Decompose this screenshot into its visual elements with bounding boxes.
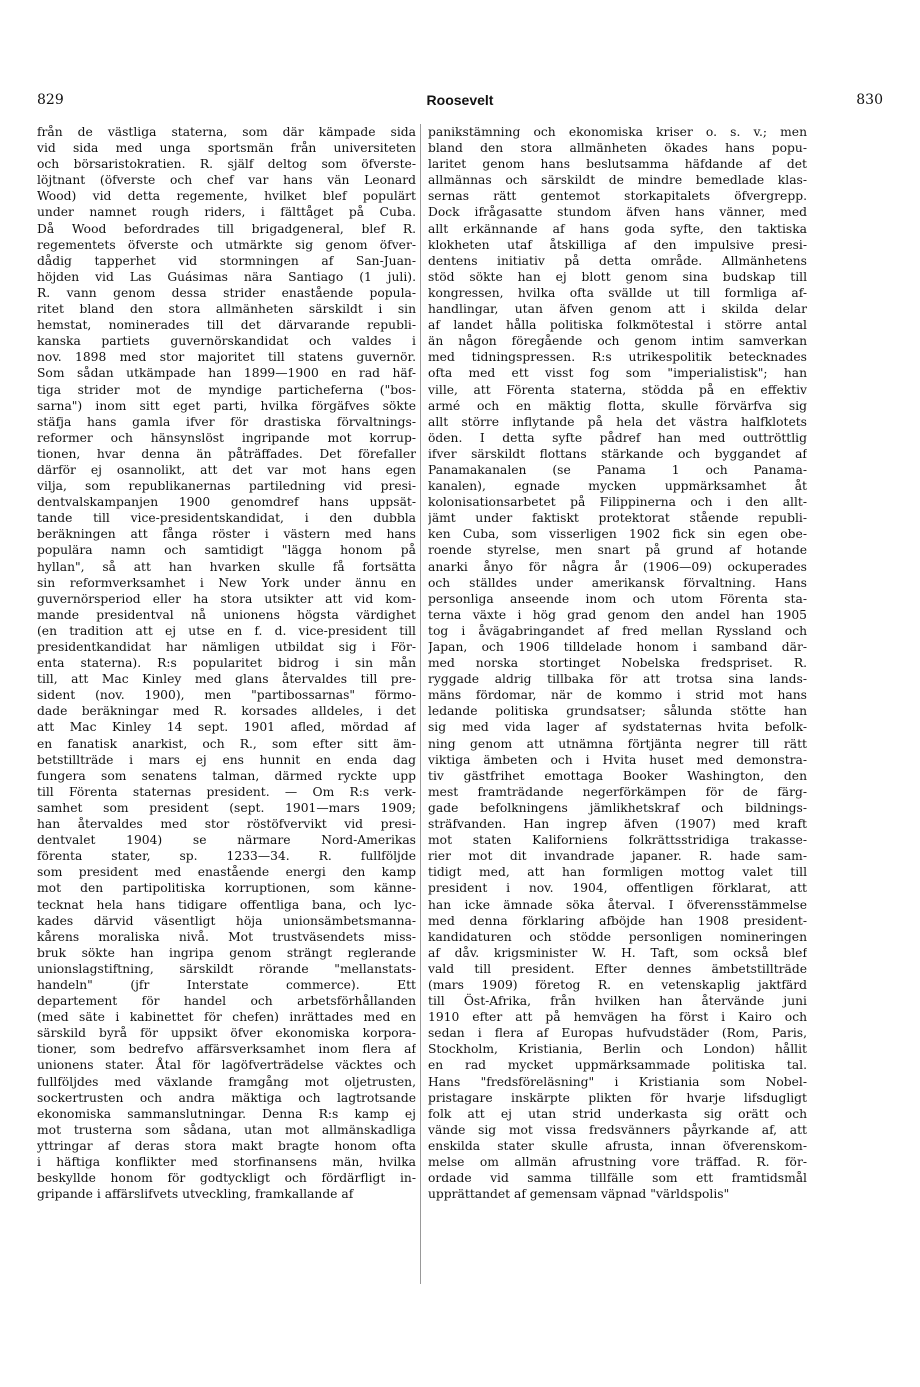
text-line: ordade vid samma tillfälle som ett framtidsmål (428, 1171, 807, 1186)
text-line: mest framträdande negerförkämpen för de färg- (428, 784, 807, 799)
text-line: sig med vida lager af sydstaternas hvita befolk- (428, 720, 807, 735)
text-line: dentvalskampanjen 1900 genomdref hans uppsät- (37, 495, 416, 510)
text-line: gade befolkningens jämlikhetskraf och bildnings- (428, 800, 807, 815)
text-line: vilja, som republikanernas partiledning vid presi- (37, 479, 416, 494)
text-line: armé och en mäktig flotta, skulle förvärfva sig (428, 398, 807, 413)
text-line: till, att Mac Kinley med glans återvaldes till pre- (37, 672, 416, 687)
text-line: 1910 efter att på hemvägen ha först i Kairo och (428, 1010, 807, 1025)
text-line: under namnet rough riders, i fälttåget på Cuba. (37, 205, 416, 220)
text-line: sin reformverksamhet i New York under ännu en (37, 575, 416, 590)
text-line: mäns fördomar, när de kommo i strid mot hans (428, 688, 807, 703)
text-line: tecknat hela hans tidigare offentliga bana, och lyc- (37, 897, 416, 912)
text-line: med tidningspressen. R:s utrikespolitik betecknades (428, 350, 807, 365)
text-line: fullföljdes med växlande framgång mot oljetrusten, (37, 1074, 416, 1089)
text-line: personliga anseende inom och utom Förenta sta- (428, 591, 807, 606)
text-line: rier mot dit invandrade japaner. R. hade sam- (428, 849, 807, 864)
text-line: ifver särskildt flottans stärkande och byggandet af (428, 446, 807, 461)
text-line: kanalen), egnade mycken uppmärksamhet åt (428, 479, 807, 494)
text-line: terna växte i hög grad genom den andel han 1905 (428, 607, 807, 622)
text-line: fungera som senatens talman, därmed ryckte upp (37, 768, 416, 783)
text-line: mot trusterna som sådana, utan mot allmänskadliga (37, 1122, 416, 1137)
text-line: vid sida med unga sportsmän från universiteten (37, 141, 416, 156)
text-line: en rad mycket uppmärksammade politiska tal. (428, 1058, 807, 1073)
text-line: kårens moraliska nivå. Mot trustväsendets miss- (37, 929, 416, 944)
text-line: tiv gästfrihet emottaga Booker Washington, den (428, 768, 807, 783)
text-line: allt större inflytande på hela det västra halfklotets (428, 414, 807, 429)
text-line: ofta med ett visst fog som "imperialistisk"; han (428, 366, 807, 381)
text-line: tionen, hvar denna än påträffades. Det förefaller (37, 446, 416, 461)
text-line: tande till vice-presidentskandidat, i den dubbla (37, 511, 416, 526)
text-line: som president med enastående energi den kamp (37, 865, 416, 880)
text-line: dentens initiativ på detta område. Allmänhetens (428, 253, 807, 268)
text-line: mot staten Kaliforniens folkrättsstridiga trakasse- (428, 833, 807, 848)
right-column (428, 124, 807, 1202)
text-line: vald till president. Efter dennes ämbetstillträde (428, 961, 807, 976)
text-line: af landet hålla politiska folkmötestal i större antal (428, 318, 807, 333)
text-line: jämt under faktiskt protektorat stående republi- (428, 511, 807, 526)
text-line: pristagare inskärpte plikten för hvarje lifsdugligt (428, 1090, 807, 1105)
text-line: roende styrelse, men snart på grund af hotande (428, 543, 807, 558)
text-line: Japan, och 1906 tilldelade honom i samband där- (428, 640, 807, 654)
text-line: betstillträde i mars ej ens hunnit en enda dag (37, 752, 416, 767)
text-line: enta staterna). R:s popularitet bidrog i sin mån (37, 656, 416, 671)
text-line: nov. 1898 med stor majoritet till statens guvernör. (37, 350, 416, 365)
text-line: laritet genom hans beslutsamma häfdande af det (428, 157, 807, 172)
text-line: guvernörsperiod eller ha stora utsikter att vid kom- (37, 591, 416, 606)
text-line: Då Wood befordrades till brigadgeneral, blef R. (37, 221, 416, 236)
text-line: tog i åvägabringandet af fred mellan Ryssland och (428, 623, 807, 638)
text-line: Stockholm, Kristiania, Berlin och London) hållit (428, 1042, 807, 1057)
text-line: upprättandet af gemensam väpnad "världspolis" (428, 1187, 730, 1202)
text-line: gripande i affärslifvets utveckling, framkallande af (37, 1187, 354, 1202)
text-line: sträfvanden. Han ingrep äfven (1907) med kraft (428, 817, 807, 832)
text-line: öden. I detta syfte pådref han med outtröttlig (428, 430, 807, 445)
text-line: dentvalet 1904) se närmare Nord-Amerikas (37, 833, 416, 848)
text-line: Panamakanalen (se Panama 1 och Panama- (428, 462, 807, 477)
text-line: särskild byrå för uppsikt öfver ekonomiska korpora- (37, 1026, 416, 1041)
text-line: viktiga ämbeten och i Hvita huset med demonstra- (428, 752, 807, 767)
text-line: sarna") inom sitt eget parti, hvilka förgäfves sökte (37, 398, 416, 413)
text-line: stäfja hans gamla ifver för drastiska förvaltnings- (37, 414, 416, 429)
text-line: kolonisationsarbetet på Filippinerna och i den allt- (428, 495, 807, 510)
text-line: vände sig mot vissa fredsvänners påyrkande af, att (428, 1122, 807, 1137)
text-line: kandidaturen och stödde personligen nomineringen (428, 929, 807, 944)
text-line: Hans "fredsföreläsning" i Kristiania som Nobel- (428, 1074, 807, 1089)
text-line: löjtnant (öfverste och chef var hans vän Leonard (37, 173, 416, 188)
text-line: president i nov. 1904, offentligen förklarat, att (428, 881, 807, 896)
text-line: och börsaristokratien. R. själf deltog som öfverste- (37, 157, 416, 172)
text-line: handlingar, utan äfven genom att i skilda delar (428, 302, 807, 317)
text-line: dade beräkningar med R. korsades alldeles, i det (37, 704, 416, 719)
text-line: af dåv. krigsminister W. H. Taft, som också blef (428, 945, 807, 960)
text-line: kades därvid väsentligt höja unionsämbetsmanna- (37, 913, 416, 928)
text-line: hemstat, nominerades till det därvarande republi- (37, 318, 416, 333)
text-line: yttringar af deras stora makt bragte honom ofta (37, 1138, 416, 1153)
text-line: (med säte i kabinettet för chefen) inrättades med en (37, 1010, 416, 1025)
text-line: mot den partipolitiska korruptionen, som känne- (37, 881, 416, 896)
text-line: handeln" (jfr Interstate commerce). Ett (37, 977, 416, 992)
text-line: hyllan", så att han hvarken skulle få fortsätta (37, 559, 416, 574)
text-line: ryggade aldrig tillbaka för att trotsa sina lands- (428, 672, 807, 687)
text-line: mande presidentval nå unionens högsta värdighet (37, 607, 416, 622)
text-line: med denna förklaring afböjde han 1908 president- (428, 913, 807, 928)
text-line: beskyllde honom för godtyckligt och fördärfligt in- (37, 1171, 416, 1186)
text-line: (en tradition att ej utse en f. d. vice-president till (37, 623, 416, 638)
text-line: unionslagstiftning, särskildt rörande "mellanstats- (37, 961, 416, 976)
text-line: sernas rätt gentemot storkapitalets öfvergrepp. (428, 189, 807, 204)
text-line: en fanatisk anarkist, och R., som efter sitt äm- (37, 736, 416, 751)
page-number-left: 829 (37, 92, 64, 108)
text-line: presidentkandidat har nämligen utbildat sig i För- (37, 640, 416, 654)
text-line: därför ej osannolikt, att det var mot hans egen (37, 462, 416, 477)
text-line: han återvaldes med stor röstöfvervikt vid presi- (37, 817, 416, 832)
text-line: dådig tapperhet vid stormningen af San-Juan- (37, 253, 416, 268)
text-line: ville, att Förenta staterna, stödda på en effektiv (428, 382, 807, 397)
page-number-right: 830 (856, 92, 883, 108)
text-line: till Öst-Afrika, från hvilken han återvände juni (428, 994, 807, 1009)
text-line: bruk sökte han ingripa genom strängt reglerande (37, 945, 416, 960)
text-line: tiga strider mot de myndige particheferna ("bos- (37, 382, 416, 397)
text-line: enskilda stater skulle afrusta, innan öfverenskom- (428, 1138, 807, 1153)
page-header (37, 92, 883, 112)
text-line: kanska partiets guvernörskandidat och valdes i (37, 334, 416, 349)
text-line: Wood) vid detta regemente, hvilket blef populärt (37, 189, 416, 204)
text-line: folk att ej utan strid underkasta sig orätt och (428, 1106, 807, 1121)
text-line: tidigt med, att han formligen mottog valet till (428, 865, 807, 880)
text-line: från de västliga staterna, som där kämpade sida (37, 125, 416, 139)
text-line: i häftiga konflikter med storfinansens män, hvilka (37, 1155, 416, 1169)
text-line: kongressen, hvilka ofta svällde ut till formliga af- (428, 285, 807, 300)
text-line: populära namn och samtidigt "lägga honom på (37, 543, 416, 558)
text-line: ritet bland den stora allmänheten särskildt i sin (37, 302, 416, 317)
text-line: tioner, som bedrefvo affärsverksamhet inom flera af (37, 1042, 416, 1057)
text-line: han icke ämnade söka återval. I öfverensstämmelse (428, 897, 807, 912)
left-column (37, 124, 416, 1202)
text-line: (mars 1909) företog R. en vetenskaplig jaktfärd (428, 977, 807, 992)
text-line: allt erkännande af hans goda syfte, den taktiska (428, 221, 807, 236)
text-line: sident (nov. 1900), men "partibossarnas" förmo- (37, 688, 416, 703)
text-line: ning genom att utnämna förtjänta negrer till rätt (428, 736, 807, 751)
text-line: ledande politiska grundsatser; sålunda stötte han (428, 704, 807, 719)
text-line: sedan i flera af Europas hufvudstäder (Rom, Paris, (428, 1026, 807, 1041)
text-line: melse om allmän afrustning vore träffad. R. för- (428, 1155, 807, 1169)
text-line: till Förenta staternas president. — Om R:s verk- (37, 784, 416, 799)
text-line: R. vann genom dessa strider enastående popula- (37, 285, 416, 300)
text-line: och ställdes under amerikansk förvaltning. Hans (428, 575, 807, 590)
text-line: bland den stora allmänheten ökades hans popu- (428, 141, 807, 156)
text-line: än någon föregående och genom intim samverkan (428, 334, 807, 349)
column-divider (420, 124, 421, 1284)
text-line: Dock ifrågasatte stundom äfven hans vänner, med (428, 205, 807, 220)
text-line: ekonomiska sammanslutningar. Denna R:s kamp ej (37, 1106, 416, 1121)
text-line: höjden vid Las Guásimas nära Santiago (1 juli). (37, 269, 416, 284)
text-line: regementets öfverste och utmärkte sig genom öfver- (37, 237, 416, 252)
text-line: stöd sökte han ej blott genom sina budskap till (428, 269, 807, 284)
text-line: sockertrusten och andra mäktiga och lagtrotsande (37, 1090, 416, 1105)
text-line: klokheten utaf åtskilliga af den impulsive presi- (428, 237, 807, 252)
text-line: panikstämning och ekonomiska kriser o. s. v.; men (428, 125, 807, 139)
text-line: anarki ånyo för några år (1906—09) ockuperades (428, 559, 807, 574)
text-line: reformer och hänsynslöst ingripande mot korrup- (37, 430, 416, 445)
text-line: samhet som president (sept. 1901—mars 1909; (37, 800, 416, 815)
text-line: beräkningen att fånga röster i västern med hans (37, 527, 416, 542)
text-line: förenta stater, sp. 1233—34. R. fullföljde (37, 849, 416, 864)
text-line: ken Cuba, som visserligen 1902 fick sin egen obe- (428, 527, 807, 542)
text-line: unionens stater. Åtal för lagöfverträdelse väcktes och (37, 1058, 416, 1073)
text-line: med norska stortinget Nobelska fredspriset. R. (428, 656, 807, 671)
text-line: att Mac Kinley 14 sept. 1901 afled, mördad af (37, 720, 416, 735)
text-line: departement för handel och arbetsförhållanden (37, 994, 416, 1009)
text-line: allmännas och särskildt de mindre bemedlade klas- (428, 173, 807, 188)
text-line: Som sådan utkämpade han 1899—1900 en rad häf- (37, 366, 416, 381)
page-title: Roosevelt (426, 92, 494, 108)
